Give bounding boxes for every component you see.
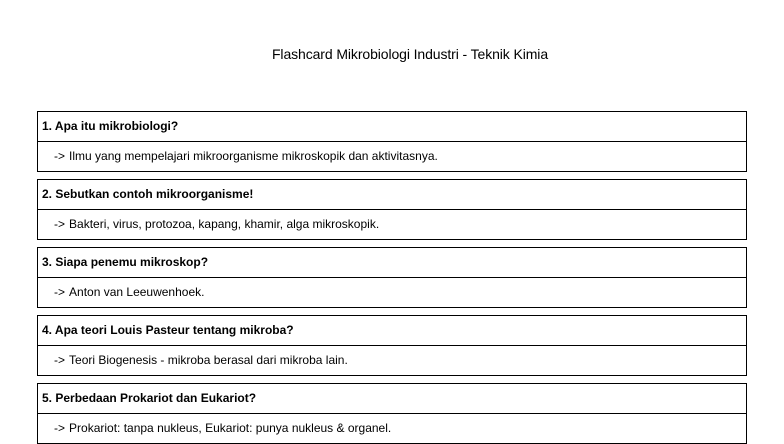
- flashcard-answer: [38, 414, 746, 443]
- flashcard-answer: [38, 210, 746, 239]
- flashcard-list: [37, 111, 747, 444]
- answer-arrow: ->: [54, 149, 66, 163]
- answer-arrow: ->: [54, 353, 66, 367]
- flashcard-answer: [38, 278, 746, 307]
- flashcard-answer-text: Ilmu yang mempelajari mikroorganisme mikroskopik dan aktivitasnya.: [69, 149, 438, 163]
- flashcard-answer-text: Anton van Leeuwenhoek.: [69, 285, 205, 299]
- flashcard: [37, 179, 747, 240]
- flashcard-question: 4. Apa teori Louis Pasteur tentang mikroba?: [38, 316, 746, 346]
- flashcard: [37, 315, 747, 376]
- answer-arrow: ->: [54, 421, 66, 435]
- flashcard: [37, 383, 747, 444]
- flashcard-answer-text: Teori Biogenesis - mikroba berasal dari mikroba lain.: [69, 353, 348, 367]
- answer-arrow: ->: [54, 217, 66, 231]
- flashcard-question: 5. Perbedaan Prokariot dan Eukariot?: [38, 384, 746, 414]
- flashcard: [37, 111, 747, 172]
- flashcard: [37, 247, 747, 308]
- flashcard-answer: [38, 142, 746, 171]
- flashcard-question: 1. Apa itu mikrobiologi?: [38, 112, 746, 142]
- flashcard-question: 2. Sebutkan contoh mikroorganisme!: [38, 180, 746, 210]
- flashcard-answer: [38, 346, 746, 375]
- answer-arrow: ->: [54, 285, 66, 299]
- flashcard-question: 3. Siapa penemu mikroskop?: [38, 248, 746, 278]
- flashcard-answer-text: Bakteri, virus, protozoa, kapang, khamir, alga mikroskopik.: [69, 217, 380, 231]
- page-title: Flashcard Mikrobiologi Industri - Teknik Kimia: [271, 46, 549, 62]
- flashcard-answer-text: Prokariot: tanpa nukleus, Eukariot: punya nukleus & organel.: [69, 421, 392, 435]
